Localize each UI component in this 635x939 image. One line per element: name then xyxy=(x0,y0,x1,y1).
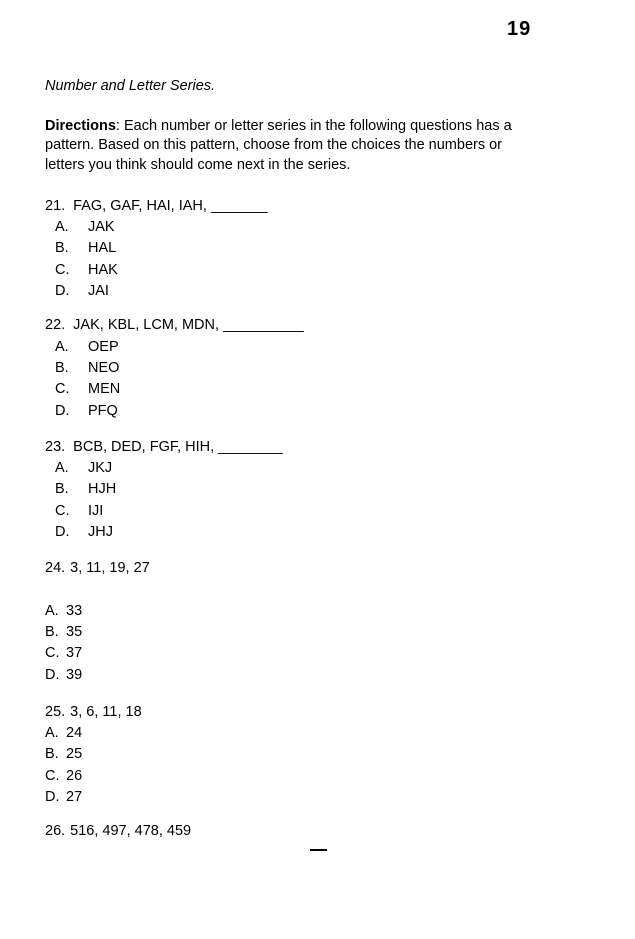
option-text: 33 xyxy=(66,602,83,619)
option-text: JAK xyxy=(88,219,115,236)
option-letter: D. xyxy=(55,524,70,541)
question-block xyxy=(45,702,593,808)
option-text: NEO xyxy=(88,359,120,376)
option-letter: B. xyxy=(45,623,59,640)
option-row xyxy=(45,665,593,686)
question-block xyxy=(45,821,593,850)
question-series: JAK, KBL, LCM, MDN, __________ xyxy=(73,317,304,334)
option-row xyxy=(45,622,593,643)
option-row xyxy=(45,766,593,787)
option-text: 39 xyxy=(66,666,83,683)
option-letter: B. xyxy=(55,240,69,257)
question-header xyxy=(45,702,593,723)
options-list xyxy=(45,723,593,808)
option-row xyxy=(45,522,593,543)
options-list xyxy=(45,601,593,686)
option-text: JHJ xyxy=(88,524,113,541)
questions xyxy=(45,196,593,851)
option-text: HJH xyxy=(88,481,117,498)
option-letter: A. xyxy=(45,602,59,619)
directions xyxy=(45,117,593,175)
option-row xyxy=(45,379,593,400)
option-text: OEP xyxy=(88,338,119,355)
option-row xyxy=(45,358,593,379)
section-title: Number and Letter Series. xyxy=(45,78,216,94)
option-row xyxy=(45,501,593,522)
question-header xyxy=(45,558,593,579)
question-number: 26. xyxy=(45,823,66,840)
options-list xyxy=(45,217,593,302)
question-block xyxy=(45,558,593,685)
option-letter: D. xyxy=(55,283,70,300)
option-letter: B. xyxy=(55,481,69,498)
option-letter: A. xyxy=(55,338,69,355)
question-number: 23. xyxy=(45,438,66,455)
option-text: 37 xyxy=(66,645,83,662)
question-series: 516, 497, 478, 459 xyxy=(70,823,192,840)
option-row xyxy=(45,787,593,808)
option-row xyxy=(45,238,593,259)
option-row xyxy=(45,479,593,500)
question-series: FAG, GAF, HAI, IAH, _______ xyxy=(73,197,268,214)
option-text: 27 xyxy=(66,789,83,806)
option-letter: C. xyxy=(45,767,60,784)
option-text: HAK xyxy=(88,261,118,278)
question-header xyxy=(45,437,593,458)
question-series: BCB, DED, FGF, HIH, ________ xyxy=(73,438,283,455)
option-row xyxy=(45,281,593,302)
option-letter: C. xyxy=(55,502,70,519)
option-letter: D. xyxy=(55,402,70,419)
directions-label: Directions xyxy=(45,118,116,134)
page-content xyxy=(45,0,593,851)
option-row xyxy=(45,260,593,281)
option-row xyxy=(45,723,593,744)
option-letter: C. xyxy=(55,381,70,398)
question-number: 22. xyxy=(45,317,66,334)
page-number: 19 xyxy=(507,18,532,40)
option-letter: A. xyxy=(55,460,69,477)
options-list xyxy=(45,458,593,543)
answer-blank-mark xyxy=(310,849,327,851)
directions-line-3: letters you think should come next in the series. xyxy=(45,156,351,173)
directions-line-2: pattern. Based on this pattern, choose from the choices the numbers or xyxy=(45,137,503,154)
option-letter: A. xyxy=(55,219,69,236)
question-header xyxy=(45,196,593,217)
option-letter: B. xyxy=(55,359,69,376)
option-text: IJI xyxy=(88,502,104,519)
question-block xyxy=(45,196,593,302)
option-row xyxy=(45,601,593,622)
option-text: HAL xyxy=(88,240,117,257)
option-text: 25 xyxy=(66,746,83,763)
question-header xyxy=(45,315,593,336)
question-series: 3, 11, 19, 27 xyxy=(70,560,150,577)
question-number: 25. xyxy=(45,703,66,720)
option-row xyxy=(45,401,593,422)
option-row xyxy=(45,458,593,479)
question-series: 3, 6, 11, 18 xyxy=(70,703,142,720)
option-row xyxy=(45,643,593,664)
question-number: 24. xyxy=(45,560,66,577)
option-text: JAI xyxy=(88,283,109,300)
option-letter: B. xyxy=(45,746,59,763)
option-text: 35 xyxy=(66,623,83,640)
option-text: PFQ xyxy=(88,402,118,419)
question-header xyxy=(45,821,593,842)
directions-line-1-text: : Each number or letter series in the following questions has a xyxy=(115,118,512,134)
option-letter: C. xyxy=(55,261,70,278)
option-text: MEN xyxy=(88,381,121,398)
option-letter: D. xyxy=(45,789,60,806)
options-list xyxy=(45,337,593,422)
option-text: JKJ xyxy=(88,460,113,477)
directions-line-1 xyxy=(45,117,593,136)
option-row xyxy=(45,337,593,358)
option-letter: A. xyxy=(45,725,59,742)
option-letter: D. xyxy=(45,666,60,683)
option-row xyxy=(45,217,593,238)
option-letter: C. xyxy=(45,645,60,662)
option-row xyxy=(45,744,593,765)
option-text: 24 xyxy=(66,725,83,742)
question-block xyxy=(45,437,593,543)
question-number: 21. xyxy=(45,197,66,214)
question-block xyxy=(45,315,593,421)
option-text: 26 xyxy=(66,767,83,784)
